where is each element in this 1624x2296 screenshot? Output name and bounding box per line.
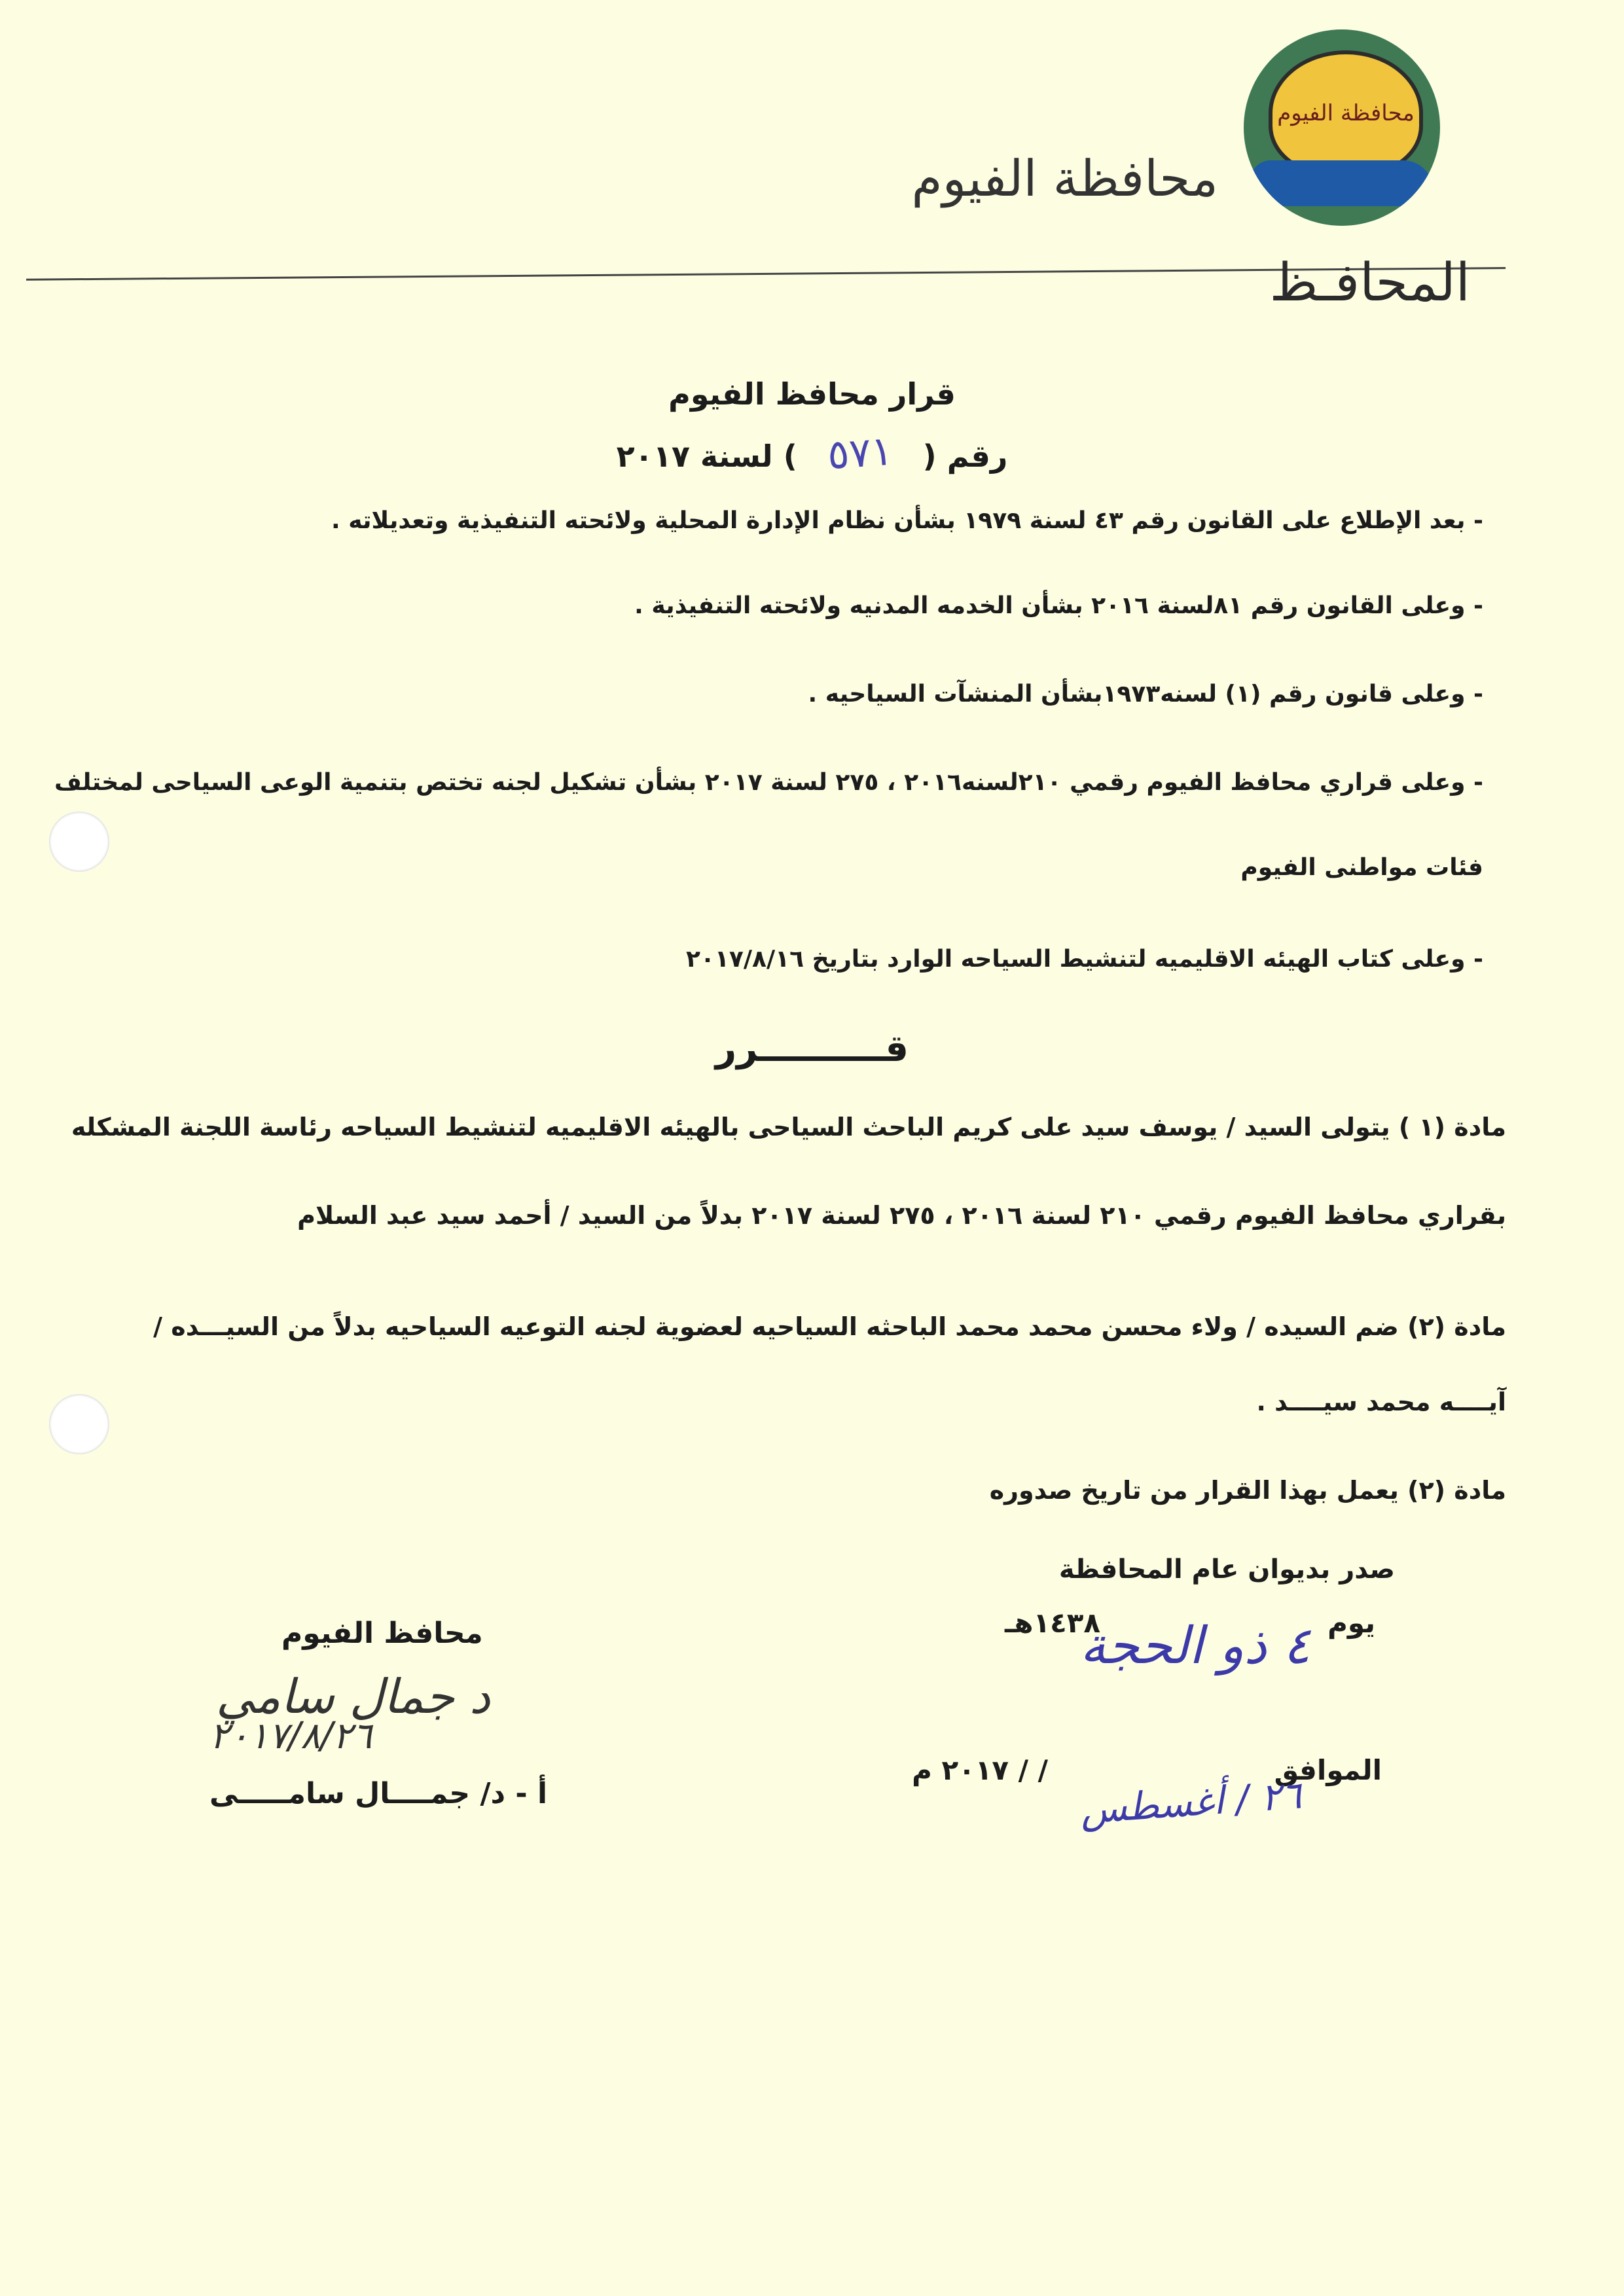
article-1: مادة (١ ) يتولى السيد / يوسف سيد على كريم الباحث السياحى بالهيئه الاقليميه لتنشيط السياحه رئاسة اللجنة المشكله (71, 1113, 1506, 1141)
gregorian-year: / / ٢٠١٧ م (912, 1754, 1048, 1786)
number-suffix: ) لسنة ٢٠١٧ (616, 439, 797, 474)
decree-title: قرار محافظ الفيوم (668, 376, 956, 412)
preamble-line-continued: فئات مواطنى الفيوم (1240, 854, 1483, 881)
governorate-name: محافظة الفيوم (911, 149, 1218, 207)
decided-heading: قــــــــــرر (715, 1028, 909, 1070)
preamble-line: - وعلى قراري محافظ الفيوم رقمي ٢١٠لسنه٢٠١٦ ، ٢٧٥ لسنة ٢٠١٧ بشأن تشكيل لجنه تختص بتنمية الوعى السياحى لمختلف (54, 769, 1483, 796)
corresponding-label: الموافق (1274, 1754, 1382, 1786)
signatory-title: محافظ الفيوم (281, 1617, 483, 1650)
article-1-continued: بقراري محافظ الفيوم رقمي ٢١٠ لسنة ٢٠١٦ ، ٢٧٥ لسنة ٢٠١٧ بدلاً من السيد / أحمد سيد عبد السلام (297, 1201, 1506, 1230)
logo-lake-shape (1250, 160, 1434, 206)
handwritten-signature: د جمال سامي (216, 1669, 491, 1724)
governorate-logo (1244, 29, 1440, 226)
article-2-continued: آيــــه محمد سيــــد . (1256, 1388, 1506, 1416)
preamble-line: - وعلى قانون رقم (١) لسنه١٩٧٣بشأن المنشآت السياحيه . (808, 681, 1483, 708)
logo-text: محافظة الفيوم (1277, 100, 1415, 126)
signature-date: ٢٠١٧/٨/٢٦ (209, 1715, 372, 1757)
article-2: مادة (٢) ضم السيده / ولاء محسن محمد محمد الباحثه السياحيه لعضوية لجنه التوعيه السياحيه بدلاً من السيـــده / (153, 1312, 1506, 1341)
handwritten-gregorian-date: ٢٦ / أغسطس (1079, 1772, 1303, 1833)
signatory-name: أ - د/ جمــــال سامـــــى (209, 1777, 548, 1810)
office-title: المحافـظ (1269, 252, 1470, 313)
hijri-year: ١٤٣٨هـ (1004, 1607, 1100, 1639)
preamble-line: - وعلى القانون رقم ٨١لسنة ٢٠١٦ بشأن الخدمه المدنيه ولائحته التنفيذية . (634, 592, 1483, 619)
day-label: يوم (1327, 1607, 1375, 1639)
handwritten-hijri-day: ٤ ذو الحجة (1080, 1617, 1310, 1676)
article-3: مادة (٢) يعمل بهذا القرار من تاريخ صدوره (989, 1476, 1506, 1505)
issued-at: صدر بديوان عام المحافظة (1058, 1554, 1395, 1585)
punch-hole (49, 1394, 109, 1454)
number-prefix: رقم ( (922, 439, 1008, 474)
preamble-line: - بعد الإطلاع على القانون رقم ٤٣ لسنة ١٩٧٩ بشأن نظام الإدارة المحلية ولائحته التنفيذية وتعديلاته . (331, 507, 1483, 534)
decree-number-line (0, 426, 1624, 479)
decree-number-handwritten: ٥٧١ (825, 426, 895, 479)
punch-hole (49, 812, 109, 872)
logo-emblem (1269, 50, 1423, 176)
preamble-line: - وعلى كتاب الهيئه الاقليميه لتنشيط السياحه الوارد بتاريخ ٢٠١٧/٨/١٦ (685, 946, 1483, 973)
